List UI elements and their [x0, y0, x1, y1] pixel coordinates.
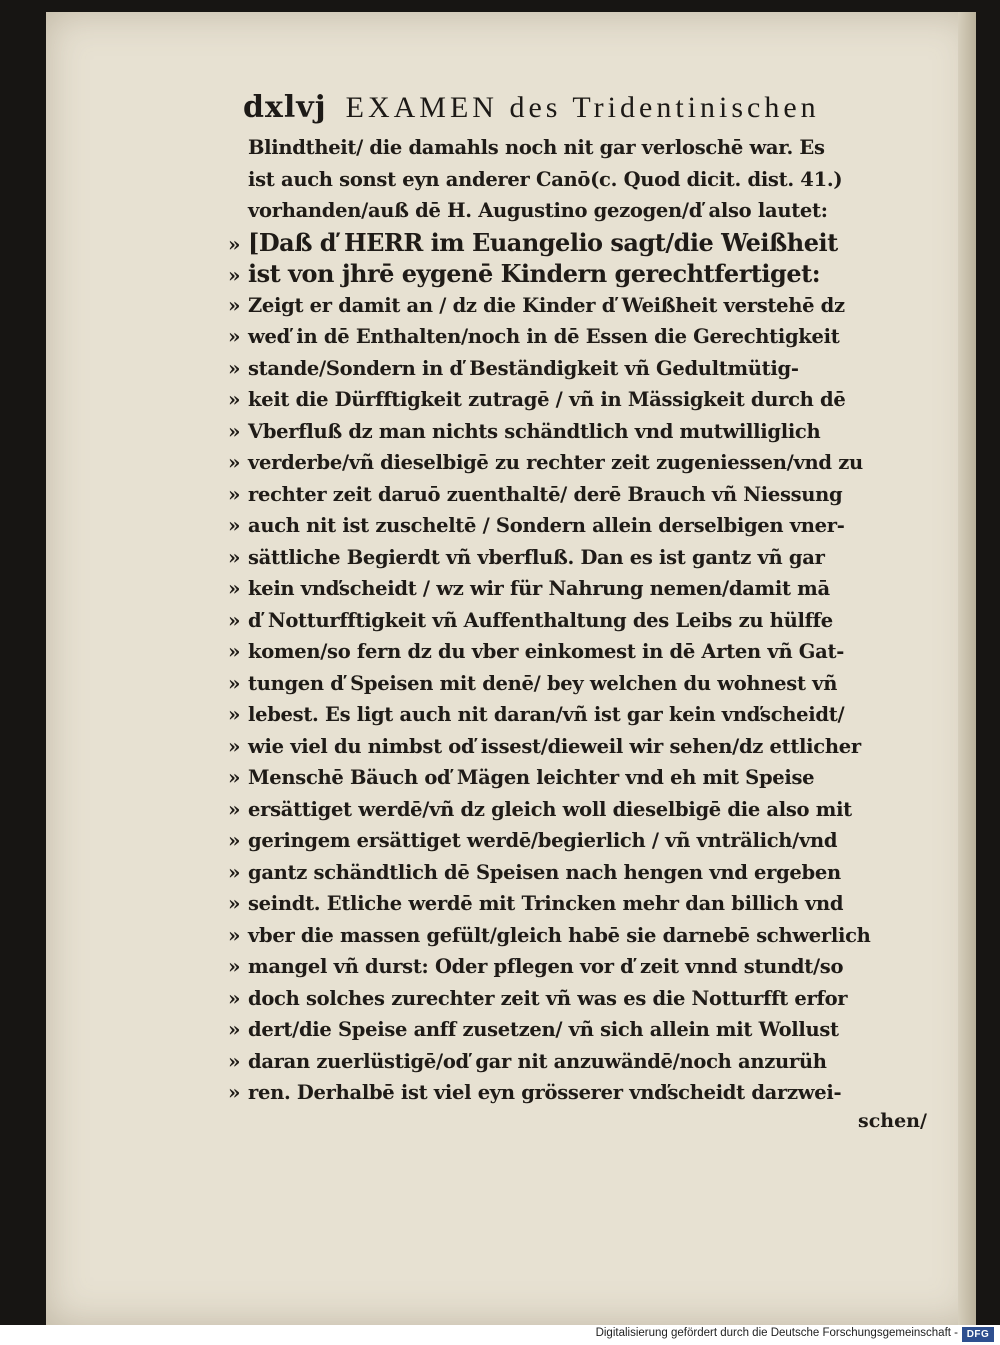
text-line [228, 510, 928, 542]
quotation-marker: » [228, 954, 241, 978]
text-line [228, 479, 928, 511]
quotation-marker: » [228, 544, 241, 569]
text-line [228, 825, 928, 857]
text-line [228, 668, 928, 700]
line-text: weď in dē Enthalten/noch in dē Essen die Gerechtigkeit [248, 325, 840, 348]
quotation-marker: » [228, 292, 241, 317]
quotation-marker: » [228, 891, 241, 915]
line-text: [Daß ď HERR im Euangelio sagt/die Weißheit [248, 227, 838, 257]
line-text: Menschē Bäuch oď Mägen leichter vnd eh mit Speise [248, 766, 815, 789]
quotation-marker: » [228, 859, 241, 884]
funding-credit: Digitalisierung gefördert durch die Deutsche Forschungsgemeinschaft - [595, 1327, 958, 1339]
text-line [228, 1077, 928, 1109]
line-text: ď Notturfftigkeit vñ Auffenthaltung des Leibs zu hülffe [248, 608, 833, 632]
quotation-marker: » [228, 733, 241, 758]
quotation-marker: » [228, 1048, 241, 1073]
text-line [228, 195, 928, 227]
line-text: ist von jhrē eygenē Kindern gerechtfertiget: [248, 259, 821, 288]
line-text: seindt. Etliche werdē mit Trincken mehr dan billich vnd [248, 892, 844, 915]
quotation-marker: » [228, 607, 241, 632]
text-line [228, 1014, 928, 1046]
text-line [228, 636, 928, 668]
quotation-marker: » [228, 670, 241, 695]
text-line [228, 983, 928, 1015]
quotation-marker: » [228, 1080, 241, 1104]
line-text: doch solches zurechter zeit vñ was es die Notturfft erfor [248, 986, 848, 1010]
quotation-marker: » [228, 639, 241, 663]
quotation-marker: » [228, 576, 241, 600]
text-line [228, 258, 928, 290]
quotation-marker: » [228, 263, 240, 287]
line-text: komen/so fern dz du vber einkomest in dē Arten vñ Gat- [248, 640, 844, 663]
line-text: vorhanden/auß dē H. Augustino gezogen/ď also lautet: [248, 199, 828, 222]
folio-number: dxlvj [243, 90, 327, 125]
quotation-marker: » [228, 828, 241, 852]
quotation-marker: » [228, 324, 241, 348]
text-line [228, 888, 928, 920]
line-text: rechter zeit daruō zuenthaltē/ derē Brauch vñ Niessung [248, 482, 843, 506]
text-line [228, 573, 928, 605]
text-line [228, 384, 928, 416]
line-text: stande/Sondern in ď Beständigkeit vñ Gedultmütig- [248, 356, 799, 380]
line-text: Zeigt er damit an / dz die Kinder ď Weißheit verstehē dz [248, 293, 845, 317]
text-line [228, 731, 928, 763]
text-line [228, 447, 928, 479]
line-text: verderbe/vñ dieselbigē zu rechter zeit zugeniessen/vnd zu [248, 451, 863, 474]
line-text: dert/die Speise anff zusetzen/ vñ sich allein mit Wollust [248, 1018, 839, 1041]
line-text: Blindtheit/ die damahls noch nit gar verloschē war. Es [248, 136, 825, 159]
line-text: wie viel du nimbst oď issest/dieweil wir sehen/dz ettlicher [248, 734, 861, 758]
text-line [228, 699, 928, 731]
quotation-marker: » [228, 387, 241, 411]
line-text: ist auch sonst eyn anderer Canō(c. Quod dicit. dist. 41.) [248, 167, 843, 191]
quotation-marker: » [228, 450, 241, 474]
quotation-marker: » [228, 355, 241, 380]
quotation-marker: » [228, 481, 241, 506]
text-line [228, 794, 928, 826]
line-text: vber die massen gefült/gleich habē sie darnebē schwerlich [248, 923, 871, 947]
text-line [228, 857, 928, 889]
line-text: tungen ď Speisen mit denē/ bey welchen du wohnest vñ [248, 671, 838, 695]
footer-bar [0, 1325, 1000, 1345]
text-line [228, 416, 928, 448]
line-text: gantz schändtlich dē Speisen nach hengen vnd ergeben [248, 860, 841, 884]
line-text: keit die Dürfftigkeit zutragē / vñ in Mässigkeit durch dē [248, 388, 846, 411]
line-text: sättliche Begierdt vñ vberfluß. Dan es ist gantz vñ gar [248, 545, 825, 569]
text-line [228, 542, 928, 574]
text-line [228, 290, 928, 322]
line-text: geringem ersättiget werdē/begierlich / vñ vnträlich/vnd [248, 829, 838, 852]
text-line [228, 321, 928, 353]
text-block [228, 132, 928, 1109]
line-text: ren. Derhalbē ist viel eyn grösserer vnďscheidt darzwei- [248, 1081, 842, 1104]
catchword: schen/ [858, 1110, 927, 1132]
text-line [228, 605, 928, 637]
line-text: lebest. Es ligt auch nit daran/vñ ist gar kein vnďscheidt/ [248, 703, 845, 726]
text-line [228, 164, 928, 196]
quotation-marker: » [228, 702, 241, 726]
line-text: daran zuerlüstigē/oď gar nit anzuwändē/noch anzurüh [248, 1049, 827, 1073]
quotation-marker: » [228, 922, 241, 947]
text-line [228, 353, 928, 385]
dfg-logo: DFG [962, 1327, 994, 1342]
line-text: auch nit ist zuscheltē / Sondern allein derselbigen vner- [248, 514, 845, 537]
text-line [228, 920, 928, 952]
quotation-marker: » [228, 1017, 241, 1041]
line-text: ersättiget werdē/vñ dz gleich woll dieselbigē die also mit [248, 797, 852, 821]
quotation-marker: » [228, 796, 241, 821]
text-line [228, 951, 928, 983]
quotation-marker: » [228, 418, 241, 443]
quotation-marker: » [228, 513, 241, 537]
line-text: kein vnďscheidt / wz wir für Nahrung nemen/damit mā [248, 577, 830, 600]
quotation-marker: » [228, 765, 241, 789]
quotation-marker: » [228, 985, 241, 1010]
line-text: Vberfluß dz man nichts schändtlich vnd mutwilliglich [248, 419, 821, 443]
line-text: mangel vñ durst: Oder pflegen vor ď zeit vnnd stundt/so [248, 955, 844, 978]
text-line [228, 227, 928, 259]
quotation-marker: » [228, 231, 240, 256]
text-line [228, 1046, 928, 1078]
running-title: EXAMEN des Tridentinischen [345, 91, 820, 124]
text-line [228, 762, 928, 794]
text-line [228, 132, 928, 164]
page-gutter [958, 12, 976, 1325]
